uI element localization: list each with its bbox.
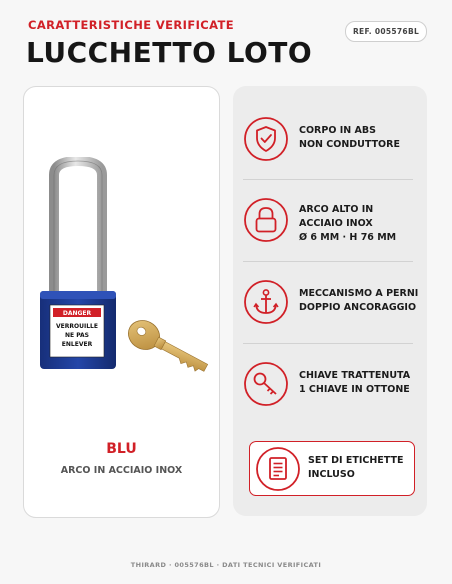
divider <box>243 343 413 344</box>
footer-text: THIRARD · 005576BL · DATI TECNICI VERIFICATI <box>130 561 322 569</box>
feature-text-line: 1 CHIAVE IN OTTONE <box>299 384 410 395</box>
feature-text-line: ARCO ALTO IN <box>299 204 374 215</box>
document-icon <box>255 446 301 492</box>
product-color-name: BLU <box>106 441 137 457</box>
feature-text-line: SET DI ETICHETTE <box>308 455 404 466</box>
reference-badge: REF. 005576BL <box>345 21 427 42</box>
feature-text-line: CORPO IN ABS <box>299 125 376 136</box>
padlock-product-image <box>40 157 210 407</box>
section-kicker: CARATTERISTICHE VERIFICATE <box>28 18 235 32</box>
feature-text-line: CHIAVE TRATTENUTA <box>299 370 411 381</box>
feature-item-highlight <box>249 441 415 496</box>
feature-text-line: MECCANISMO A PERNI <box>299 288 419 299</box>
key-icon <box>243 361 289 407</box>
label-line-3: ENLEVER <box>61 341 93 348</box>
feature-text-line: INCLUSO <box>308 469 355 480</box>
label-danger-text: DANGER <box>62 310 92 317</box>
feature-item <box>243 273 427 333</box>
label-line-1: VERROUILLE <box>56 323 98 330</box>
feature-item <box>243 191 427 251</box>
product-shackle-material: ARCO IN ACCIAIO INOX <box>60 465 183 476</box>
page-title: LUCCHETTO LOTO <box>26 36 313 69</box>
feature-text-line: Ø 6 MM · H 76 MM <box>299 232 397 243</box>
feature-text-line: ACCIAIO INOX <box>299 218 373 229</box>
label-line-2: NE PAS <box>64 332 90 339</box>
feature-item <box>243 110 427 170</box>
features-panel <box>233 86 427 516</box>
anchor-icon <box>243 279 289 325</box>
product-card <box>23 86 220 518</box>
shield-check-icon <box>243 116 289 162</box>
divider <box>243 179 413 180</box>
padlock-icon <box>243 197 289 243</box>
feature-text-line: DOPPIO ANCORAGGIO <box>299 302 417 313</box>
feature-text-line: NON CONDUTTORE <box>299 139 400 150</box>
feature-item <box>243 355 427 415</box>
divider <box>243 261 413 262</box>
